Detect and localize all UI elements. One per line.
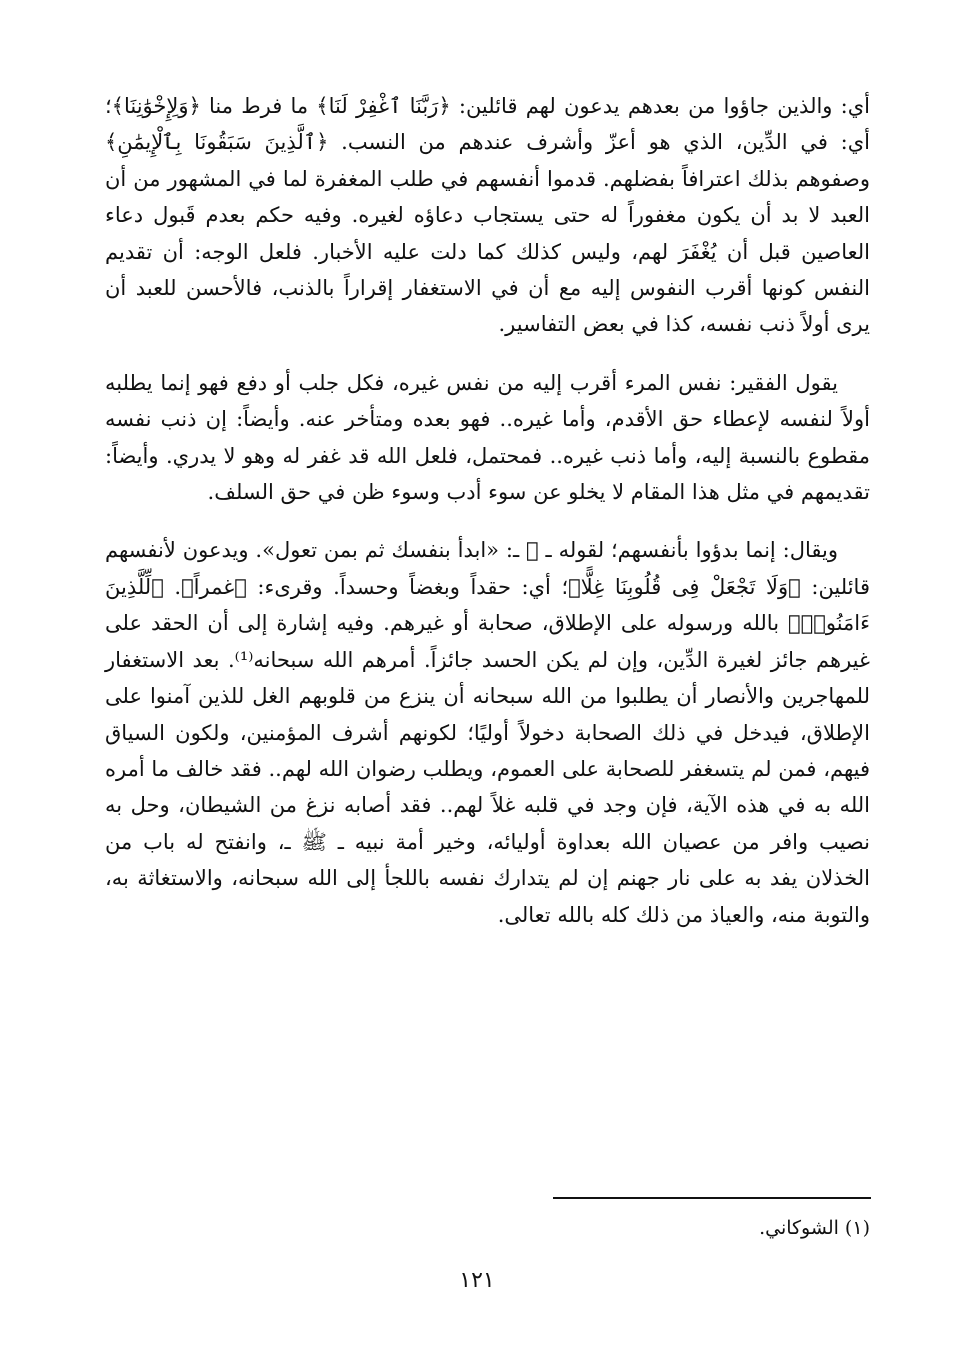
page-number: ١٢١	[459, 1268, 495, 1293]
paragraph-1: أي: والذين جاؤوا من بعدهم يدعون لهم قائلين: ﴿رَبَّنَا ٱغْفِرْ لَنَا﴾ ما فرط منا ﴿وَلِإِخْوَٰنِنَا﴾؛ أي: في الدِّين، الذي هو أعزّ وأشرف عندهم من النسب. ﴿ٱلَّذِينَ سَبَقُونَا بِٱلْإِيمَٰنِ﴾ وصفوهم بذلك اعترافاً بفضلهم. قدموا أنفسهم في طلب المغفرة لما في المشهور من أن العبد لا بد أن يكون مغفوراً له حتى يستجاب دعاؤه لغيره. وفيه حكم بعدم قَبول دعاء العاصين قبل أن يُغْفَرَ لهم، وليس كذلك كما دلت عليه الأخبار. فلعل الوجه: أن تقديم النفس كونها أقرب النفوس إليه مع أن في الاستغفار إقراراً بالذنب، فالأحسن للعبد أن يرى أولاً ذنب نفسه، كذا في بعض التفاسير.	[105, 94, 870, 337]
footnote: (١) الشوكاني.	[759, 1217, 870, 1239]
footnote-divider	[553, 1197, 871, 1199]
page-body	[105, 88, 870, 933]
paragraph-3: ويقال: إنما بدؤوا بأنفسهم؛ لقوله ـ ﷺ ـ: «ابدأ بنفسك ثم بمن تعول». ويدعون لأنفسهم قائلين: ﴿وَلَا تَجْعَلْ فِى قُلُوبِنَا غِلًّا﴾؛ أي: حقداً وبغضاً وحسداً. وقرىء: ﴿غمراً﴾. ﴿لِّلَّذِينَ ءَامَنُوا۟﴾ بالله ورسوله على الإطلاق، صحابة أو غيرهم. وفيه إشارة إلى أن الحقد على غيرهم جائز لغيرة الدِّين، وإن لم يكن الحسد جائزاً. أمرهم الله سبحانه⁽¹⁾. بعد الاستغفار للمهاجرين والأنصار أن يطلبوا من الله سبحانه أن ينزع من قلوبهم الغل للذين آمنوا على الإطلاق، فيدخل في ذلك الصحابة دخولاً أوليًا؛ لكونهم أشرف المؤمنين، ولكون السياق فيهم، فمن لم يتسغفر للصحابة على العموم، ويطلب رضوان الله لهم.. فقد خالف ما أمره الله به في هذه الآية، فإن وجد في قلبه غلاً لهم.. فقد أصابه نزغ من الشيطان، وحل به نصيب وافر من عصيان الله بعداوة أوليائه، وخير أمة نبيه ـ ﷺ ـ، وانفتح له باب من الخذلان يفد به على نار جهنم إن لم يتدارك نفسه باللجأ إلى الله سبحانه، والاستغاثة به، والتوبة منه، والعياذ من ذلك كله بالله تعالى.	[105, 538, 870, 927]
paragraph-2: يقول الفقير: نفس المرء أقرب إليه من نفس غيره، فكل جلب أو دفع فهو إنما يطلبه أولاً لنفسه لإعطاء حق الأقدم، وأما غيره.. فهو بعده ومتأخر عنه. وأيضاً: إن ذنب نفسه مقطوع بالنسبة إليه، وأما ذنب غيره.. فمحتمل، فلعل الله قد غفر له وهو لا يدري. وأيضاً: تقديمهم في مثل هذا المقام لا يخلو عن سوء أدب وسوء ظن في حق السلف.	[105, 370, 870, 505]
